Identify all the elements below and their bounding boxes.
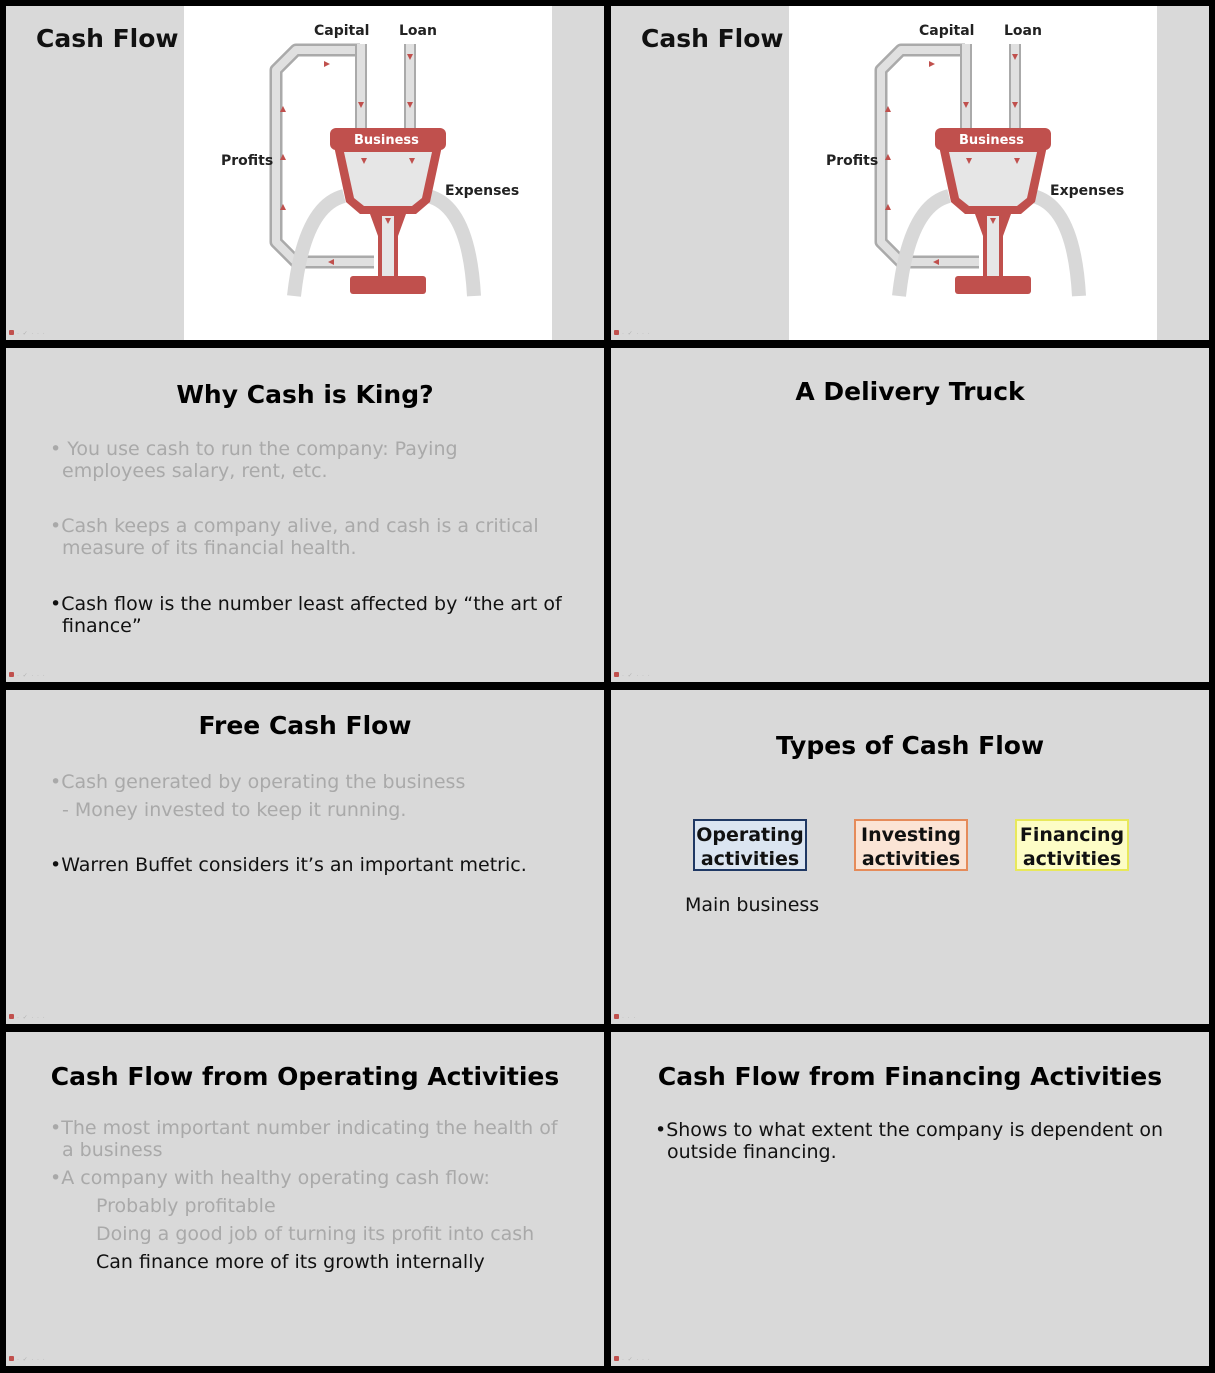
slide-footer-icons: · ✓ · · · xyxy=(614,672,684,680)
slide-title: Types of Cash Flow xyxy=(775,731,1045,760)
bullet-1-cont: employees salary, rent, etc. xyxy=(62,460,328,482)
slide-types-of-cash-flow[interactable] xyxy=(611,690,1209,1024)
bullet-1: •The most important number indicating the health of xyxy=(50,1117,558,1139)
cash-flow-diagram xyxy=(789,6,1157,340)
label-expenses: Expenses xyxy=(445,183,520,199)
slide-footer-icons: · ✓ · · · xyxy=(9,1014,79,1022)
label-loan: Loan xyxy=(399,23,437,39)
slide-footer-icons: · · · xyxy=(614,1014,684,1022)
sub-bullet-1: - Money invested to keep it running. xyxy=(62,799,407,821)
bullet-1: •Shows to what extent the company is dependent on xyxy=(655,1119,1164,1141)
box-line1: Financing xyxy=(1019,824,1125,846)
slide-footer-icons: · ✓ · · · xyxy=(9,330,79,338)
slide-title: Cash Flow from Financing Activities xyxy=(657,1062,1163,1091)
slide-title: A Delivery Truck xyxy=(795,377,1025,406)
slide-title: Cash Flow from Operating Activities xyxy=(50,1062,560,1091)
slide-title: Cash Flow xyxy=(641,24,784,53)
slide-cash-flow-1[interactable] xyxy=(6,6,604,340)
slide-free-cash-flow[interactable] xyxy=(6,690,604,1024)
bullet-2: •A company with healthy operating cash flow: xyxy=(50,1167,490,1189)
slide-operating-activities[interactable] xyxy=(6,1032,604,1366)
slide-title: Why Cash is King? xyxy=(176,380,434,409)
label-loan: Loan xyxy=(1004,23,1042,39)
label-profits: Profits xyxy=(826,153,879,169)
bullet-3: •Cash flow is the number least affected by “the art of xyxy=(50,593,562,615)
sub-bullet-1: Probably profitable xyxy=(96,1195,276,1217)
slide-footer-icons: · ✓ · · · xyxy=(614,330,684,338)
label-capital: Capital xyxy=(919,23,975,39)
bullet-3-cont: finance” xyxy=(62,615,142,637)
slide-financing-activities[interactable] xyxy=(611,1032,1209,1366)
sub-bullet-3: Can finance more of its growth internally xyxy=(96,1251,485,1273)
box-line1: Investing xyxy=(861,824,961,846)
label-capital: Capital xyxy=(314,23,370,39)
slide-why-cash-is-king[interactable] xyxy=(6,348,604,682)
box-line2: activities xyxy=(700,848,800,870)
bullet-1: • You use cash to run the company: Paying xyxy=(50,438,458,460)
box-line2: activities xyxy=(861,848,961,870)
label-business: Business xyxy=(354,133,419,148)
slide-footer-icons: · ✓ · · · xyxy=(9,672,79,680)
label-business: Business xyxy=(959,133,1024,148)
slide-title: Free Cash Flow xyxy=(198,711,412,740)
bullet-2: •Cash keeps a company alive, and cash is a critical xyxy=(50,515,539,537)
bullet-1-cont: outside financing. xyxy=(667,1141,837,1163)
label-expenses: Expenses xyxy=(1050,183,1125,199)
slide-delivery-truck[interactable] xyxy=(611,348,1209,682)
caption-main-business: Main business xyxy=(685,894,820,916)
box-operating-activities[interactable] xyxy=(693,819,807,871)
cash-flow-diagram xyxy=(184,6,552,340)
slide-title: Cash Flow xyxy=(36,24,179,53)
sub-bullet-2: Doing a good job of turning its profit into cash xyxy=(96,1223,535,1245)
label-profits: Profits xyxy=(221,153,274,169)
slide-footer-icons: · ✓ · · · xyxy=(9,1356,79,1364)
box-line1: Operating xyxy=(696,824,804,846)
slide-cash-flow-2[interactable] xyxy=(611,6,1209,340)
bullet-1-cont: a business xyxy=(62,1139,163,1161)
box-line2: activities xyxy=(1022,848,1122,870)
slide-footer-icons: · ✓ · · · xyxy=(614,1356,684,1364)
box-financing-activities[interactable] xyxy=(1015,819,1129,871)
bullet-2: •Warren Buffet considers it’s an important metric. xyxy=(50,854,527,876)
bullet-1: •Cash generated by operating the business xyxy=(50,771,466,793)
bullet-2-cont: measure of its financial health. xyxy=(62,537,357,559)
box-investing-activities[interactable] xyxy=(854,819,968,871)
